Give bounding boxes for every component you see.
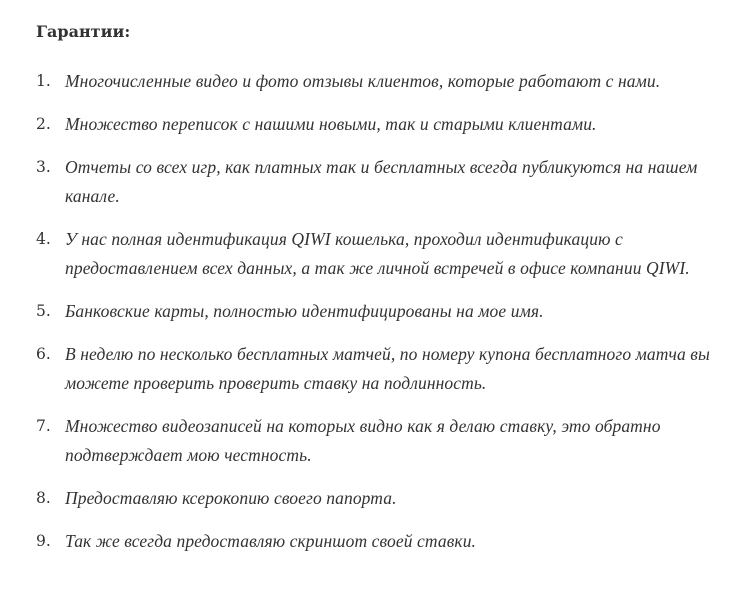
list-item (36, 340, 736, 398)
list-item (36, 412, 736, 470)
list-item-number: 8. (36, 489, 51, 507)
list-item-number: 3. (36, 158, 51, 176)
list-item-text: Предоставляю ксерокопию своего папорта. (65, 488, 397, 508)
list-item (36, 153, 736, 211)
list-item-text: Многочисленные видео и фото отзывы клиентов, которые работают с нами. (65, 71, 661, 91)
list-item-number: 4. (36, 230, 51, 248)
list-item-number: 2. (36, 115, 51, 133)
article-content (36, 20, 736, 570)
list-item (36, 110, 736, 139)
list-item (36, 484, 736, 513)
list-item (36, 67, 736, 96)
list-item-text: В неделю по несколько бесплатных матчей, по номеру купона бесплатного матча вы можете проверить проверить ставку на подлинность. (65, 344, 710, 393)
guarantees-list (36, 67, 736, 556)
list-item-text: Множество переписок с нашими новыми, так и старыми клиентами. (65, 114, 597, 134)
list-item-text: Множество видеозаписей на которых видно как я делаю ставку, это обратно подтверждает мою честность. (65, 416, 661, 465)
list-item-text: Банковские карты, полностью идентифицированы на мое имя. (65, 301, 544, 321)
list-item-number: 5. (36, 302, 51, 320)
list-item-text: У нас полная идентификация QIWI кошелька, проходил идентификацию с предоставлением всех данных, а так же личной встречей в офисе компании QIWI. (65, 229, 690, 278)
list-item (36, 527, 736, 556)
list-item-number: 9. (36, 532, 51, 550)
guarantees-heading: Гарантии: (36, 22, 131, 41)
list-item-number: 1. (36, 72, 51, 90)
list-item-text: Отчеты со всех игр, как платных так и бесплатных всегда публикуются на нашем канале. (65, 157, 698, 206)
list-item-number: 6. (36, 345, 51, 363)
list-item-number: 7. (36, 417, 51, 435)
list-item-text: Так же всегда предоставляю скриншот своей ставки. (65, 531, 477, 551)
list-item (36, 225, 736, 283)
list-item (36, 297, 736, 326)
